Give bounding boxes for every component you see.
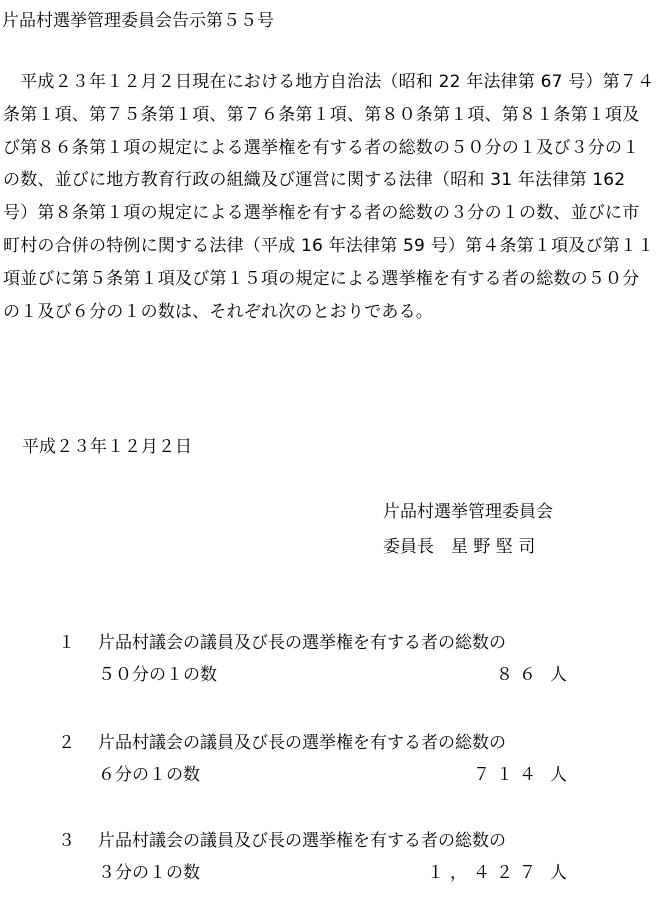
notice-title: 片品村選挙管理委員会告示第５５号 [2,11,274,31]
item-count: １，４２７ [427,863,542,883]
notice-body-text: 平成２３年１２月２日現在における地方自治法（昭和 22 年法律第 67 号）第７４条第１項、第７５条第１項、第７６条第１項、第８０条第１項、第８１条第１項及び第８６条第１項の規定による選挙権を有する者の総数の５０分の１及び３分の１の数、並びに地方教育行政の組織及び運営に関する法律（昭和 31 年法律第 162 号）第８条第１項の規定による選挙権を有する者の総数の３分の１の数、並びに市町村の合併の特例に関する法律（平成 16 年法律第 59 号）第４条第１項及び第１１項並びに第５条第１項及び第１５項の規定による選挙権を有する者の総数の５０分の１及び６分の１の数は、それぞれ次のとおりである。 [3,72,655,322]
item-fraction: ６分の１の数 [98,765,200,785]
notice-body [3,66,655,328]
item-count: ７１４ [473,765,542,785]
item-description: 片品村議会の議員及び長の選挙権を有する者の総数の [98,733,506,753]
item-fraction: ５０分の１の数 [98,665,217,685]
item-unit: 人 [550,765,567,785]
item-description: 片品村議会の議員及び長の選挙権を有する者の総数の [98,633,506,653]
item-number: ２ [58,733,75,753]
item-count: ８６ [496,665,542,685]
item-description: 片品村議会の議員及び長の選挙権を有する者の総数の [98,831,506,851]
list-item [0,728,660,798]
item-unit: 人 [550,863,567,883]
committee-chair: 委員長 星 野 堅 司 [383,537,536,557]
notice-date: 平成２３年１２月２日 [22,437,192,457]
list-item [0,628,660,698]
item-unit: 人 [550,665,567,685]
issuing-organization: 片品村選挙管理委員会 [383,502,553,522]
item-number: ３ [58,831,75,851]
item-fraction: ３分の１の数 [98,863,200,883]
item-number: １ [58,633,75,653]
list-item [0,826,660,896]
